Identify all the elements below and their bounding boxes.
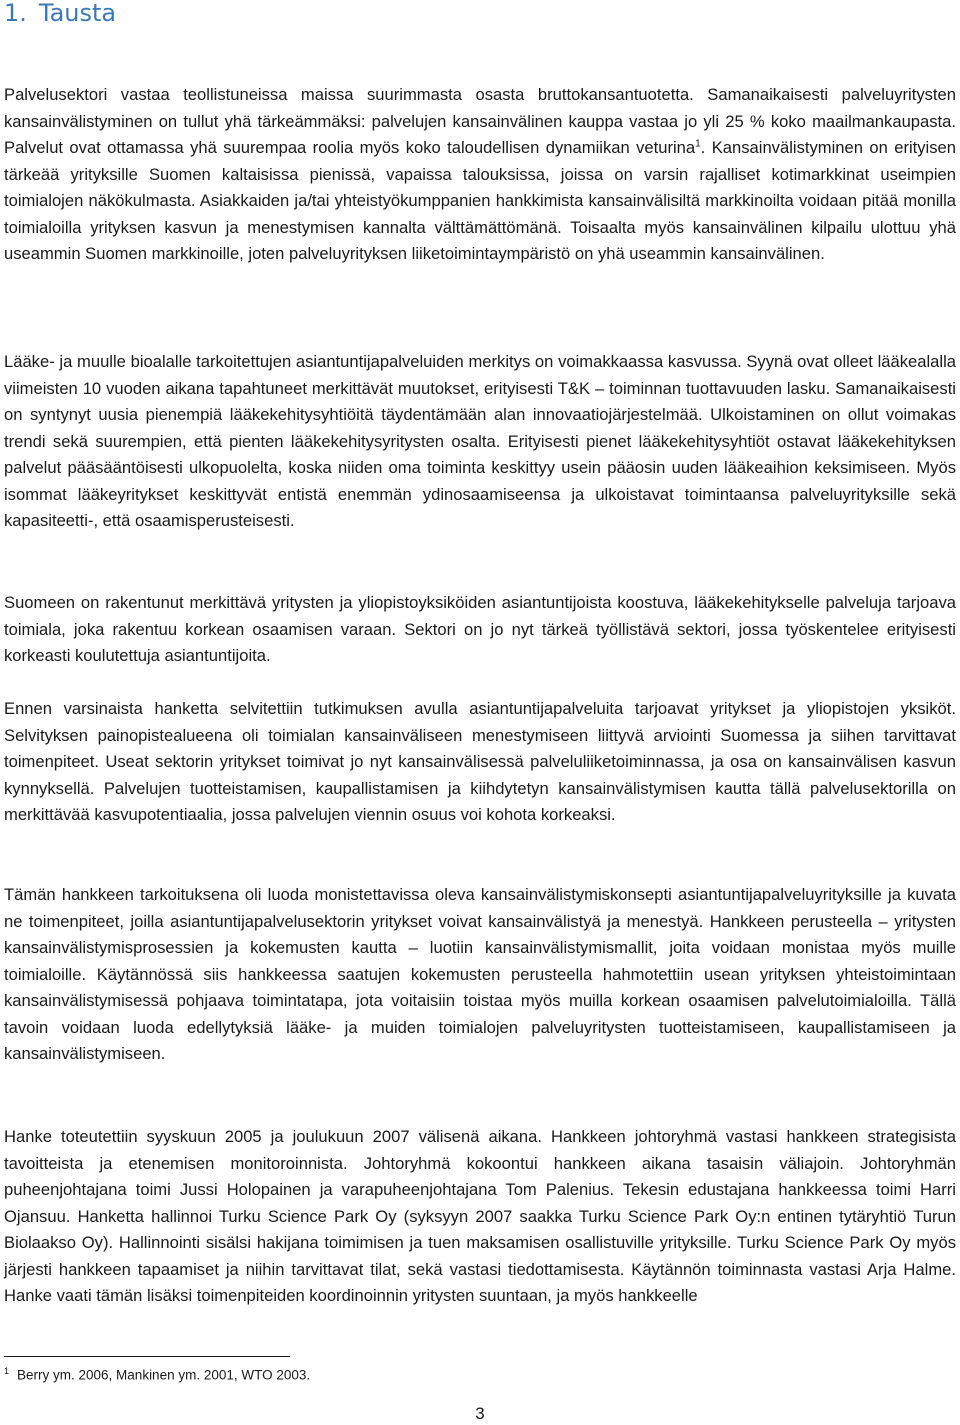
paragraph-5: Tämän hankkeen tarkoituksena oli luoda monistettavissa oleva kansainvälistymiskonsepti asiantuntijapalveluyrityksille ja kuvata ne toimenpiteet, joilla asiantuntijapalvelusektorin yritykset voivat kansainvälistyä ja menestyä. Hankkeen perusteella – yritysten kansainvälistymisprosessien ja kokemusten kautta – luotiin kansainvälistymismallit, joita voidaan monistaa myös muille toimialoille. Käytännössä siis hankkeessa saatujen kokemusten perusteella hahmotettiin usean yrityksen yhteistoimintaan kansainvälistymisessä pohjaava toimintatapa, jota voitaisiin toistaa myös muilla korkean osaamisen palvelutoimialoilla. Tällä tavoin voidaan luoda edellytyksiä lääke- ja muiden toimialojen palveluyritysten tuotteistamiseen, kaupallistamiseen ja kansainvälistymiseen.	[4, 885, 956, 1063]
footnote-marker: 1	[4, 1366, 10, 1376]
paragraph-2: Lääke- ja muulle bioalalle tarkoitettujen asiantuntijapalveluiden merkitys on voimakkaassa kasvussa. Syynä ovat olleet lääkealalla viimeisten 10 vuoden aikana tapahtuneet merkittävät muutokset, erityisesti T&K – toiminnan tuottavuuden lasku. Samanaikaisesti on syntynyt uusia pienempiä lääkekehitysyhtiöitä täydentämään alan innovaatiojärjestelmää. Ulkoistaminen on ollut voimakas trendi sekä suurempien, että pienten lääkekehitysyritysten osalta. Erityisesti pienet lääkekehitysyhtiöt ostavat lääkekehityksen palvelut pääsääntöisesti ulkopuolelta, koska niiden oma toiminta keskittyy usein pääosin uuden lääkeaihion keksimiseen. Myös isommat lääkeyritykset keskittyvät entistä enemmän ydinosaamiseensa ja ulkoistavat toimintaansa palveluyrityksille sekä kapasiteetti-, että osaamisperusteisesti.	[4, 352, 956, 530]
paragraph-3: Suomeen on rakentunut merkittävä yritysten ja yliopistoyksiköiden asiantuntijoista koostuva, lääkekehitykselle palveluja tarjoava toimiala, joka rakentuu korkean osaamisen varaan. Sektori on jo nyt tärkeä työllistävä sektori, jossa työskentelee erityisesti korkeasti koulutettuja asiantuntijoita.	[4, 593, 956, 665]
footnote-divider	[4, 1356, 290, 1357]
section-heading	[4, 0, 116, 28]
paragraph-1	[4, 82, 956, 268]
paragraph-1-text-b: . Kansainvälistyminen on erityisen tärkeää yrityksille Suomen kaltaisissa pienissä, vapaissa talouksissa, joissa on varsin rajalliset kotimarkkinat useimpien toimialojen näkökulmasta. Asiakkaiden ja/tai yhteistyökumppanien hankkimista kansainvälisiltä markkinoilta voidaan pitää monilla toimialoilla yrityksen kasvun ja menestymisen kannalta välttämättömänä. Toisaalta myös kansainvälinen kilpailu ulottuu yhä useammin Suomen markkinoille, joten palveluyrityksen liiketoimintaympäristö on yhä useammin kansainvälinen.	[4, 138, 956, 263]
footnote-text: Berry ym. 2006, Mankinen ym. 2001, WTO 2003.	[17, 1367, 311, 1383]
section-number: 1.	[4, 0, 27, 27]
paragraph-6: Hanke toteutettiin syyskuun 2005 ja joulukuun 2007 välisenä aikana. Hankkeen johtoryhmä vastasi hankkeen strategisista tavoitteista ja etenemisen monitoroinnista. Johtoryhmä kokoontui hankkeen aikana tasaisin väliajoin. Johtoryhmän puheenjohtajana toimi Jussi Holopainen ja varapuheenjohtajana Tom Palenius. Tekesin edustajana hankkeessa toimi Harri Ojansuu. Hanketta hallinnoi Turku Science Park Oy (syksyyn 2007 saakka Turku Science Park Oy:n entinen tytäryhtiö Turun Biolaakso Oy). Hallinnointi sisälsi hakijana toimimisen ja tuen maksamisen osallistuville yrityksille. Turku Science Park Oy myös järjesti hankkeen tapaamiset ja niihin tarvittavat tilat, sekä vastasi tiedottamisesta. Käytännön toiminnasta vastasi Arja Halme. Hanke vaati tämän lisäksi toimenpiteiden koordinoinnin yritysten suuntaan, ja myös hankkeelle	[4, 1127, 956, 1305]
section-title: Tausta	[38, 0, 117, 27]
footnote	[4, 1362, 310, 1385]
paragraph-1-text-a: Palvelusektori vastaa teollistuneissa maissa suurimmasta osasta bruttokansantuotetta. Samanaikaisesti palveluyritysten kansainvälistyminen on tullut yhä tärkeämmäksi: palvelujen kansainvälinen kauppa vastaa jo yli 25 % koko maailmankaupasta. Palvelut ovat ottamassa yhä suurempaa roolia myös koko taloudellisen dynamiikan veturina	[4, 85, 956, 157]
paragraph-4: Ennen varsinaista hanketta selvitettiin tutkimuksen avulla asiantuntijapalveluita tarjoavat yritykset ja yliopistojen yksiköt. Selvityksen painopistealueena oli toimialan kansainväliseen menestymiseen liittyvä arviointi Suomessa ja siihen tarvittavat toimenpiteet. Useat sektorin yritykset toimivat jo nyt kansainvälisessä palveluliiketoiminnassa, ja osa on kansainvälisen kasvun kynnyksellä. Palvelujen tuotteistamisen, kaupallistamisen ja kiihdytetyn kansainvälistymisen kautta tällä palvelusektorilla on merkittävää kasvupotentiaalia, jossa palvelujen viennin osuus voi kohota korkeaksi.	[4, 699, 956, 824]
page-number: 3	[475, 1404, 485, 1423]
footnote-reference: 1	[695, 138, 701, 150]
